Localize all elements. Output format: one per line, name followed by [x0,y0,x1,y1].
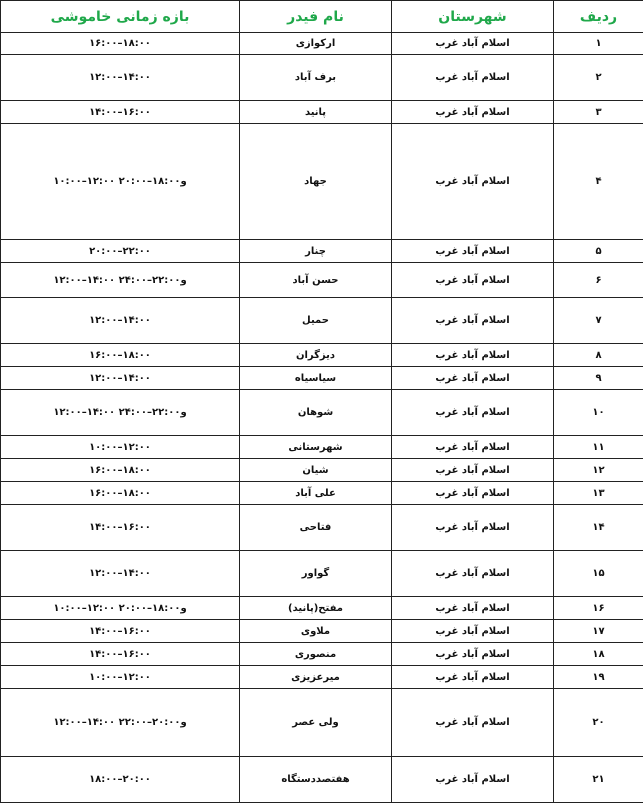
outage-time-cell: ۱۴:۰۰–۱۶:۰۰ [1,505,240,551]
city-cell: اسلام آباد غرب [392,597,554,620]
table-row [1,344,643,367]
outage-time-cell: ۱۶:۰۰–۱۸:۰۰ [1,482,240,505]
city-cell: اسلام آباد غرب [392,482,554,505]
outage-time-cell: ۱۸:۰۰–۲۰:۰۰ [1,757,240,803]
city-cell: اسلام آباد غرب [392,620,554,643]
table-row [1,757,643,803]
outage-time-cell: ۱۲:۰۰–۱۴:۰۰ [1,367,240,390]
row-number-cell: ۷ [554,298,643,344]
feeder-name-cell: برف آباد [240,55,392,101]
feeder-name-cell: ولی عصر [240,689,392,757]
feeder-name-cell: هفتصددستگاه [240,757,392,803]
outage-time-cell: ۱۲:۰۰–۱۴:۰۰ [1,55,240,101]
table-row [1,666,643,689]
city-cell: اسلام آباد غرب [392,101,554,124]
row-number-cell: ۱۹ [554,666,643,689]
city-cell: اسلام آباد غرب [392,240,554,263]
header-city: شهرستان [392,1,554,33]
table-row [1,263,643,298]
outage-time-cell: ۱۲:۰۰–۱۴:۰۰ [1,551,240,597]
row-number-cell: ۹ [554,367,643,390]
outage-time-cell: ۱۲:۰۰–۱۴:۰۰ و۲۲:۰۰–۲۴:۰۰ [1,390,240,436]
table-row [1,643,643,666]
row-number-cell: ۲۰ [554,689,643,757]
table-row [1,597,643,620]
table-row [1,689,643,757]
table-row [1,620,643,643]
city-cell: اسلام آباد غرب [392,551,554,597]
city-cell: اسلام آباد غرب [392,124,554,240]
outage-time-cell: ۱۶:۰۰–۱۸:۰۰ [1,344,240,367]
city-cell: اسلام آباد غرب [392,298,554,344]
row-number-cell: ۴ [554,124,643,240]
feeder-name-cell: حمیل [240,298,392,344]
row-number-cell: ۱۵ [554,551,643,597]
row-number-cell: ۱۸ [554,643,643,666]
city-cell: اسلام آباد غرب [392,344,554,367]
feeder-name-cell: منصوری [240,643,392,666]
feeder-name-cell: جهاد [240,124,392,240]
row-number-cell: ۱ [554,33,643,55]
row-number-cell: ۱۴ [554,505,643,551]
city-cell: اسلام آباد غرب [392,263,554,298]
row-number-cell: ۱۳ [554,482,643,505]
feeder-name-cell: علی آباد [240,482,392,505]
city-cell: اسلام آباد غرب [392,33,554,55]
city-cell: اسلام آباد غرب [392,390,554,436]
row-number-cell: ۱۰ [554,390,643,436]
table-row [1,124,643,240]
outage-time-cell: ۱۶:۰۰–۱۸:۰۰ [1,459,240,482]
table-row [1,367,643,390]
feeder-name-cell: فتاحی [240,505,392,551]
feeder-name-cell: میرعزیزی [240,666,392,689]
city-cell: اسلام آباد غرب [392,367,554,390]
city-cell: اسلام آباد غرب [392,459,554,482]
feeder-name-cell: گواور [240,551,392,597]
outage-time-cell: ۱۲:۰۰–۱۴:۰۰ و۲۲:۰۰–۲۴:۰۰ [1,263,240,298]
feeder-name-cell: شیان [240,459,392,482]
outage-time-cell: ۱۴:۰۰–۱۶:۰۰ [1,620,240,643]
outage-time-cell: ۱۰:۰۰–۱۲:۰۰ و۱۸:۰۰–۲۰:۰۰ [1,124,240,240]
outage-time-cell: ۱۲:۰۰–۱۴:۰۰ [1,298,240,344]
city-cell: اسلام آباد غرب [392,55,554,101]
feeder-name-cell: ارکوازی [240,33,392,55]
city-cell: اسلام آباد غرب [392,757,554,803]
table-row [1,298,643,344]
row-number-cell: ۱۲ [554,459,643,482]
outage-time-cell: ۱۴:۰۰–۱۶:۰۰ [1,643,240,666]
table-row [1,240,643,263]
table-row [1,390,643,436]
city-cell: اسلام آباد غرب [392,643,554,666]
outage-time-cell: ۱۴:۰۰–۱۶:۰۰ [1,101,240,124]
city-cell: اسلام آباد غرب [392,505,554,551]
row-number-cell: ۱۷ [554,620,643,643]
outage-time-cell: ۱۰:۰۰–۱۲:۰۰ [1,666,240,689]
table-row [1,459,643,482]
city-cell: اسلام آباد غرب [392,689,554,757]
row-number-cell: ۵ [554,240,643,263]
row-number-cell: ۲ [554,55,643,101]
table-row [1,551,643,597]
outage-time-cell: ۱۶:۰۰–۱۸:۰۰ [1,33,240,55]
header-row [1,1,643,33]
table-row [1,55,643,101]
row-number-cell: ۱۱ [554,436,643,459]
table-row [1,505,643,551]
outage-time-cell: ۱۰:۰۰–۱۲:۰۰ [1,436,240,459]
feeder-name-cell: دیزگران [240,344,392,367]
table-row [1,101,643,124]
table-header [1,1,643,33]
feeder-name-cell: ملاوی [240,620,392,643]
row-number-cell: ۸ [554,344,643,367]
feeder-name-cell: سیاسیاه [240,367,392,390]
row-number-cell: ۳ [554,101,643,124]
header-outage-time: بازه زمانی خاموشی [1,1,240,33]
table-row [1,482,643,505]
outage-time-cell: ۱۲:۰۰–۱۴:۰۰ و۲۰:۰۰–۲۲:۰۰ [1,689,240,757]
feeder-name-cell: چنار [240,240,392,263]
table-row [1,33,643,55]
header-feeder-name: نام فیدر [240,1,392,33]
feeder-name-cell: پانید [240,101,392,124]
row-number-cell: ۶ [554,263,643,298]
outage-time-cell: ۲۰:۰۰–۲۲:۰۰ [1,240,240,263]
row-number-cell: ۱۶ [554,597,643,620]
city-cell: اسلام آباد غرب [392,436,554,459]
table-body [1,33,643,803]
feeder-name-cell: شوهان [240,390,392,436]
row-number-cell: ۲۱ [554,757,643,803]
outage-time-cell: ۱۰:۰۰–۱۲:۰۰ و۱۸:۰۰–۲۰:۰۰ [1,597,240,620]
city-cell: اسلام آباد غرب [392,666,554,689]
header-row-number: ردیف [554,1,643,33]
feeder-name-cell: حسن آباد [240,263,392,298]
feeder-name-cell: شهرستانی [240,436,392,459]
table-row [1,436,643,459]
feeder-name-cell: مفتح(پانید) [240,597,392,620]
